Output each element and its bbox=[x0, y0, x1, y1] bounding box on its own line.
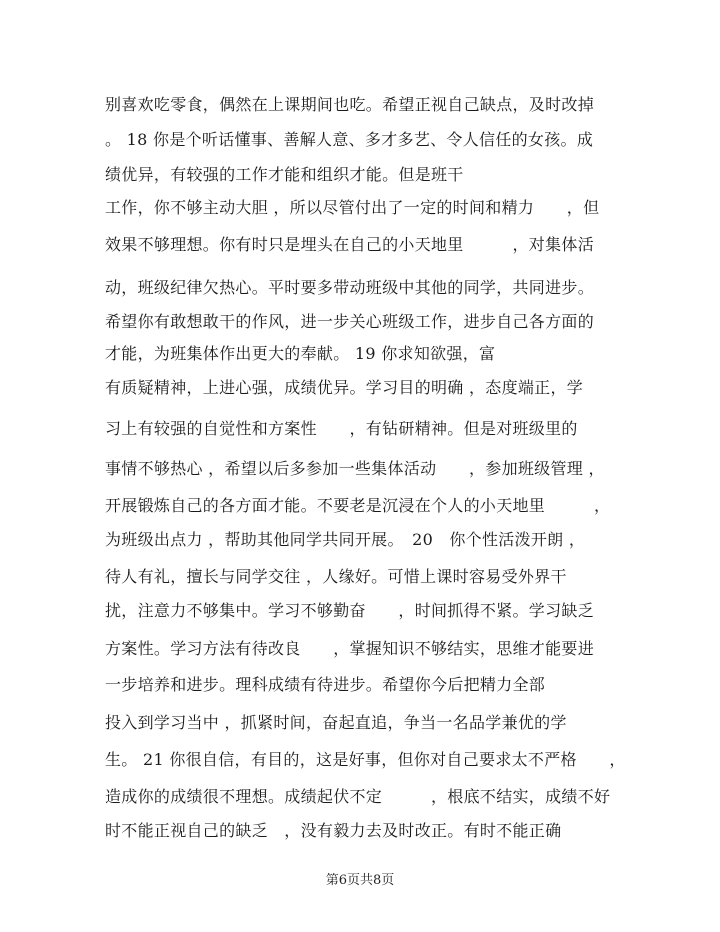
text-line: 效果不够理想。你有时只是埋头在自己的小天地里 ，对集体活 bbox=[105, 235, 595, 254]
text-line: 投入到学习当中 ，抓紧时间，奋起直追，争当一名品学兼优的学 bbox=[105, 713, 567, 732]
text-line: 待人有礼，擅长与同学交往 ，人缘好。可惜上课时容易受外界干 bbox=[105, 567, 567, 586]
text-line: 。 18 你是个听话懂事、善解人意、多才多艺、令人信任的女孩。成 bbox=[105, 130, 594, 149]
text-line: 才能，为班集体作出更大的奉献。 19 你求知欲强，富 bbox=[105, 344, 496, 363]
text-line: 别喜欢吃零食，偶然在上课期间也吃。希望正视自己缺点，及时改掉 bbox=[105, 95, 595, 114]
text-line: 开展锻炼自己的各方面才能。不要老是沉浸在个人的小天地里 ， bbox=[105, 496, 611, 515]
text-line: 绩优异，有较强的工作才能和组织才能。但是班干 bbox=[105, 165, 464, 184]
text-line: 工作，你不够主动大胆 ，所以尽管付出了一定的时间和精力 ，但 bbox=[105, 198, 600, 217]
text-line: 时不能正视自己的缺乏 ，没有毅力去及时改正。有时不能正确 bbox=[105, 821, 562, 840]
text-line: 希望你有敢想敢干的作风，进一步关心班级工作，进步自己各方面的 bbox=[105, 312, 595, 331]
text-line: 动，班级纪律欠热心。平时要多带动班级中其他的同学，共同进步。 bbox=[105, 278, 595, 297]
text-line: 扰，注意力不够集中。学习不够勤奋 ，时间抓得不紧。学习缺乏 bbox=[105, 601, 595, 620]
text-line: 习上有较强的自觉性和方案性 ，有钻研精神。但是对班级里的 bbox=[105, 419, 578, 438]
text-line: 为班级出点力 ，帮助其他同学共同开展。 20 你个性活泼开朗 ， bbox=[105, 530, 586, 549]
text-line: 方案性。学习方法有待改良 ，掌握知识不够结实，思维才能要进 bbox=[105, 639, 595, 658]
text-line: 事情不够热心 ，希望以后多参加一些集体活动 ，参加班级管理 ， bbox=[105, 459, 605, 478]
text-line: 有质疑精神，上进心强，成绩优异。学习目的明确 ，态度端正，学 bbox=[105, 378, 584, 397]
text-line: 生。 21 你很自信，有目的，这是好事，但你对自己要求太不严格 ， bbox=[105, 750, 626, 769]
page-number: 第6页共8页 bbox=[325, 873, 395, 888]
text-line: 一步培养和进步。理科成绩有待进步。希望你今后把精力全部 bbox=[105, 675, 546, 694]
text-line: 造成你的成绩很不理想。成绩起伏不定 ，根底不结实，成绩不好 bbox=[105, 787, 611, 806]
